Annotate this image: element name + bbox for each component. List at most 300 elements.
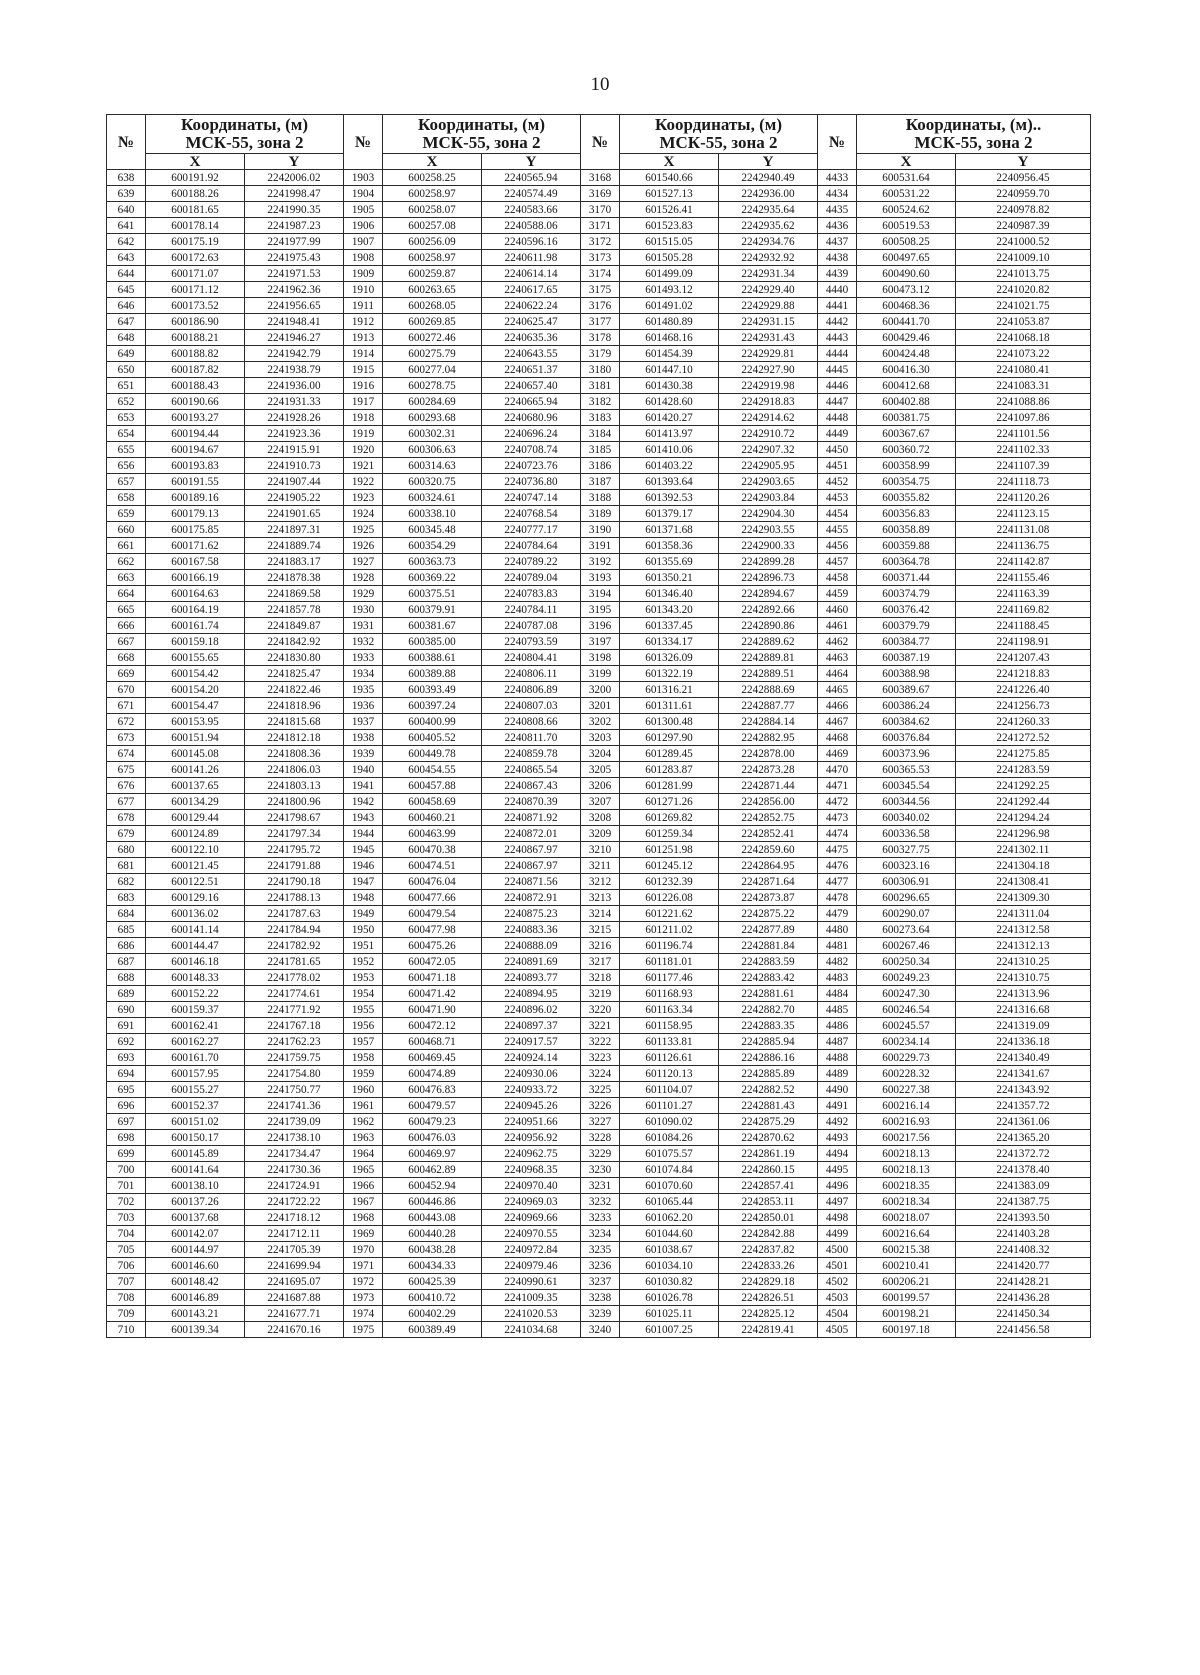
coord-y-cell: 2241705.39 <box>245 1242 344 1258</box>
point-number-cell: 4460 <box>818 602 857 618</box>
coord-x-cell: 601527.13 <box>620 186 719 202</box>
coord-x-cell: 601269.82 <box>620 810 719 826</box>
coord-y-cell: 2240871.92 <box>482 810 581 826</box>
coord-y-cell: 2241741.36 <box>245 1098 344 1114</box>
coord-x-cell: 600171.12 <box>146 282 245 298</box>
coord-x-cell: 600354.29 <box>383 538 482 554</box>
coord-y-cell: 2241361.06 <box>956 1114 1091 1130</box>
point-number-cell: 1951 <box>344 938 383 954</box>
coord-x-cell: 600356.83 <box>857 506 956 522</box>
header-number-label: № <box>107 134 146 170</box>
coord-x-cell: 600162.41 <box>146 1018 245 1034</box>
coord-y-cell: 2240625.47 <box>482 314 581 330</box>
point-number-cell: 4463 <box>818 650 857 666</box>
coord-x-cell: 600477.98 <box>383 922 482 938</box>
table-row <box>107 202 1091 218</box>
point-number-cell: 1971 <box>344 1258 383 1274</box>
coord-y-cell: 2241818.96 <box>245 698 344 714</box>
coord-x-cell: 600249.23 <box>857 970 956 986</box>
coord-y-cell: 2242856.00 <box>719 794 818 810</box>
coord-y-cell: 2241857.78 <box>245 602 344 618</box>
coord-x-cell: 601030.82 <box>620 1274 719 1290</box>
coord-y-cell: 2241313.96 <box>956 986 1091 1002</box>
point-number-cell: 1937 <box>344 714 383 730</box>
coord-x-cell: 600151.02 <box>146 1114 245 1130</box>
coord-x-cell: 600424.48 <box>857 346 956 362</box>
coord-x-cell: 600258.97 <box>383 250 482 266</box>
coord-y-cell: 2242887.77 <box>719 698 818 714</box>
coord-y-cell: 2240970.40 <box>482 1178 581 1194</box>
point-number-cell: 1934 <box>344 666 383 682</box>
point-number-cell: 3226 <box>581 1098 620 1114</box>
coord-y-cell: 2242919.98 <box>719 378 818 394</box>
coord-y-cell: 2241990.35 <box>245 202 344 218</box>
table-row <box>107 1226 1091 1242</box>
coord-y-cell: 2241083.31 <box>956 378 1091 394</box>
table-row <box>107 362 1091 378</box>
point-number-cell: 686 <box>107 938 146 954</box>
point-number-cell: 1946 <box>344 858 383 874</box>
point-number-cell: 1953 <box>344 970 383 986</box>
point-number-cell: 651 <box>107 378 146 394</box>
coord-x-cell: 600531.22 <box>857 186 956 202</box>
coord-y-cell: 2240665.94 <box>482 394 581 410</box>
point-number-cell: 1942 <box>344 794 383 810</box>
coord-x-cell: 601163.34 <box>620 1002 719 1018</box>
coord-y-cell: 2241256.73 <box>956 698 1091 714</box>
coord-x-cell: 600381.75 <box>857 410 956 426</box>
coord-y-cell: 2241021.75 <box>956 298 1091 314</box>
point-number-cell: 644 <box>107 266 146 282</box>
coord-x-cell: 600524.62 <box>857 202 956 218</box>
coord-x-cell: 601480.89 <box>620 314 719 330</box>
coord-x-cell: 601251.98 <box>620 842 719 858</box>
coord-x-cell: 601355.69 <box>620 554 719 570</box>
point-number-cell: 4437 <box>818 234 857 250</box>
table-row <box>107 586 1091 602</box>
point-number-cell: 4469 <box>818 746 857 762</box>
coord-x-cell: 600173.52 <box>146 298 245 314</box>
coord-x-cell: 601447.10 <box>620 362 719 378</box>
point-number-cell: 3186 <box>581 458 620 474</box>
coord-x-cell: 600137.68 <box>146 1210 245 1226</box>
coord-x-cell: 600375.51 <box>383 586 482 602</box>
coord-y-cell: 2242940.49 <box>719 170 818 186</box>
coord-x-cell: 600374.79 <box>857 586 956 602</box>
coord-x-cell: 600373.96 <box>857 746 956 762</box>
coord-y-cell: 2240959.70 <box>956 186 1091 202</box>
coord-x-cell: 600531.64 <box>857 170 956 186</box>
coord-y-cell: 2241309.30 <box>956 890 1091 906</box>
coord-x-cell: 600402.88 <box>857 394 956 410</box>
coord-x-cell: 601515.05 <box>620 234 719 250</box>
coord-y-cell: 2242894.67 <box>719 586 818 602</box>
table-row <box>107 666 1091 682</box>
point-number-cell: 1911 <box>344 298 383 314</box>
table-row <box>107 1130 1091 1146</box>
coord-x-cell: 601025.11 <box>620 1306 719 1322</box>
table-row <box>107 906 1091 922</box>
coord-y-cell: 2240806.89 <box>482 682 581 698</box>
coord-x-cell: 600267.46 <box>857 938 956 954</box>
table-row <box>107 1290 1091 1306</box>
point-number-cell: 1945 <box>344 842 383 858</box>
coord-x-cell: 600229.73 <box>857 1050 956 1066</box>
coord-x-cell: 601065.44 <box>620 1194 719 1210</box>
point-number-cell: 3236 <box>581 1258 620 1274</box>
table-row <box>107 858 1091 874</box>
coord-x-cell: 600441.70 <box>857 314 956 330</box>
coord-y-cell: 2242896.73 <box>719 570 818 586</box>
point-number-cell: 3211 <box>581 858 620 874</box>
coord-x-cell: 600137.26 <box>146 1194 245 1210</box>
coord-x-cell: 600388.61 <box>383 650 482 666</box>
coord-x-cell: 600218.34 <box>857 1194 956 1210</box>
coord-y-cell: 2240635.36 <box>482 330 581 346</box>
header-number-cell <box>581 115 620 135</box>
header-number-cell <box>344 115 383 135</box>
header-x-label: X <box>383 154 482 170</box>
point-number-cell: 693 <box>107 1050 146 1066</box>
header-x-label: X <box>857 154 956 170</box>
point-number-cell: 3180 <box>581 362 620 378</box>
table-body <box>107 170 1091 1338</box>
coord-y-cell: 2241357.72 <box>956 1098 1091 1114</box>
coord-x-cell: 600446.86 <box>383 1194 482 1210</box>
point-number-cell: 3228 <box>581 1130 620 1146</box>
coord-x-cell: 600519.53 <box>857 218 956 234</box>
coord-y-cell: 2240972.84 <box>482 1242 581 1258</box>
coord-y-cell: 2241795.72 <box>245 842 344 858</box>
coord-x-cell: 600405.52 <box>383 730 482 746</box>
coord-y-cell: 2241803.13 <box>245 778 344 794</box>
coord-y-cell: 2241020.53 <box>482 1306 581 1322</box>
coord-x-cell: 601281.99 <box>620 778 719 794</box>
coord-y-cell: 2240789.22 <box>482 554 581 570</box>
table-row <box>107 730 1091 746</box>
coordinates-table <box>106 114 1091 1338</box>
point-number-cell: 675 <box>107 762 146 778</box>
coord-y-cell: 2241956.65 <box>245 298 344 314</box>
point-number-cell: 4441 <box>818 298 857 314</box>
coord-x-cell: 600206.21 <box>857 1274 956 1290</box>
coord-x-cell: 600145.08 <box>146 746 245 762</box>
coord-x-cell: 600263.65 <box>383 282 482 298</box>
coord-x-cell: 600215.38 <box>857 1242 956 1258</box>
coord-y-cell: 2241000.52 <box>956 234 1091 250</box>
coord-y-cell: 2240806.11 <box>482 666 581 682</box>
coord-x-cell: 600365.53 <box>857 762 956 778</box>
point-number-cell: 703 <box>107 1210 146 1226</box>
coord-y-cell: 2240978.82 <box>956 202 1091 218</box>
coord-y-cell: 2241907.44 <box>245 474 344 490</box>
coord-x-cell: 600188.26 <box>146 186 245 202</box>
coord-y-cell: 2241946.27 <box>245 330 344 346</box>
coord-x-cell: 600476.83 <box>383 1082 482 1098</box>
coord-x-cell: 600136.02 <box>146 906 245 922</box>
point-number-cell: 3194 <box>581 586 620 602</box>
coord-x-cell: 600152.37 <box>146 1098 245 1114</box>
point-number-cell: 683 <box>107 890 146 906</box>
point-number-cell: 4478 <box>818 890 857 906</box>
coord-x-cell: 601326.09 <box>620 650 719 666</box>
coord-y-cell: 2242885.94 <box>719 1034 818 1050</box>
coord-y-cell: 2241292.44 <box>956 794 1091 810</box>
coord-y-cell: 2240696.24 <box>482 426 581 442</box>
coord-x-cell: 600354.75 <box>857 474 956 490</box>
coord-x-cell: 600157.95 <box>146 1066 245 1082</box>
coord-x-cell: 600284.69 <box>383 394 482 410</box>
point-number-cell: 1949 <box>344 906 383 922</box>
point-number-cell: 4451 <box>818 458 857 474</box>
coord-x-cell: 601540.66 <box>620 170 719 186</box>
point-number-cell: 4448 <box>818 410 857 426</box>
coord-x-cell: 600272.46 <box>383 330 482 346</box>
coord-y-cell: 2241142.87 <box>956 554 1091 570</box>
point-number-cell: 657 <box>107 474 146 490</box>
header-title-line2: МСК-55, зона 2 <box>620 134 818 154</box>
coord-y-cell: 2242871.44 <box>719 778 818 794</box>
coord-x-cell: 600141.14 <box>146 922 245 938</box>
coord-y-cell: 2241302.11 <box>956 842 1091 858</box>
coord-x-cell: 600389.49 <box>383 1322 482 1338</box>
point-number-cell: 1925 <box>344 522 383 538</box>
coord-x-cell: 601101.27 <box>620 1098 719 1114</box>
coord-y-cell: 2242877.89 <box>719 922 818 938</box>
coord-x-cell: 600218.07 <box>857 1210 956 1226</box>
point-number-cell: 4465 <box>818 682 857 698</box>
point-number-cell: 1962 <box>344 1114 383 1130</box>
coord-y-cell: 2242883.42 <box>719 970 818 986</box>
coord-x-cell: 600228.32 <box>857 1066 956 1082</box>
coord-x-cell: 600323.16 <box>857 858 956 874</box>
point-number-cell: 648 <box>107 330 146 346</box>
point-number-cell: 4457 <box>818 554 857 570</box>
coord-x-cell: 601289.45 <box>620 746 719 762</box>
point-number-cell: 1938 <box>344 730 383 746</box>
point-number-cell: 4488 <box>818 1050 857 1066</box>
point-number-cell: 1968 <box>344 1210 383 1226</box>
point-number-cell: 3185 <box>581 442 620 458</box>
coord-y-cell: 2240596.16 <box>482 234 581 250</box>
header-title-line2: МСК-55, зона 2 <box>857 134 1091 154</box>
coord-x-cell: 601034.10 <box>620 1258 719 1274</box>
coord-y-cell: 2241928.26 <box>245 410 344 426</box>
coord-x-cell: 601090.02 <box>620 1114 719 1130</box>
point-number-cell: 685 <box>107 922 146 938</box>
header-y-label: Y <box>482 154 581 170</box>
header-title-line1: Координаты, (м) <box>620 115 818 135</box>
point-number-cell: 4476 <box>818 858 857 874</box>
point-number-cell: 4455 <box>818 522 857 538</box>
coord-x-cell: 600129.44 <box>146 810 245 826</box>
coord-x-cell: 600468.36 <box>857 298 956 314</box>
coord-y-cell: 2240891.69 <box>482 954 581 970</box>
table-row <box>107 826 1091 842</box>
coord-x-cell: 600189.16 <box>146 490 245 506</box>
coord-y-cell: 2241695.07 <box>245 1274 344 1290</box>
coord-x-cell: 601430.38 <box>620 378 719 394</box>
coord-x-cell: 601070.60 <box>620 1178 719 1194</box>
point-number-cell: 645 <box>107 282 146 298</box>
table-row <box>107 554 1091 570</box>
point-number-cell: 3193 <box>581 570 620 586</box>
coord-x-cell: 600275.79 <box>383 346 482 362</box>
coord-y-cell: 2241771.92 <box>245 1002 344 1018</box>
point-number-cell: 1919 <box>344 426 383 442</box>
coord-x-cell: 600379.91 <box>383 602 482 618</box>
point-number-cell: 710 <box>107 1322 146 1338</box>
coord-y-cell: 2242852.75 <box>719 810 818 826</box>
coord-y-cell: 2241734.47 <box>245 1146 344 1162</box>
coord-x-cell: 600273.64 <box>857 922 956 938</box>
coord-x-cell: 601120.13 <box>620 1066 719 1082</box>
coord-y-cell: 2240951.66 <box>482 1114 581 1130</box>
point-number-cell: 668 <box>107 650 146 666</box>
coord-y-cell: 2241226.40 <box>956 682 1091 698</box>
coord-y-cell: 2241718.12 <box>245 1210 344 1226</box>
table-row <box>107 1178 1091 1194</box>
coord-y-cell: 2242929.88 <box>719 298 818 314</box>
point-number-cell: 3198 <box>581 650 620 666</box>
coord-y-cell: 2242852.41 <box>719 826 818 842</box>
point-number-cell: 639 <box>107 186 146 202</box>
table-row <box>107 922 1091 938</box>
point-number-cell: 1941 <box>344 778 383 794</box>
coord-x-cell: 600161.70 <box>146 1050 245 1066</box>
header-row-title <box>107 115 1091 135</box>
coord-y-cell: 2242918.83 <box>719 394 818 410</box>
table-row <box>107 874 1091 890</box>
point-number-cell: 3196 <box>581 618 620 634</box>
point-number-cell: 3199 <box>581 666 620 682</box>
point-number-cell: 3204 <box>581 746 620 762</box>
coord-y-cell: 2241163.39 <box>956 586 1091 602</box>
point-number-cell: 4493 <box>818 1130 857 1146</box>
point-number-cell: 4482 <box>818 954 857 970</box>
point-number-cell: 670 <box>107 682 146 698</box>
coord-y-cell: 2241188.45 <box>956 618 1091 634</box>
coord-x-cell: 600443.08 <box>383 1210 482 1226</box>
coord-y-cell: 2241365.20 <box>956 1130 1091 1146</box>
coord-y-cell: 2241762.23 <box>245 1034 344 1050</box>
coord-y-cell: 2240651.37 <box>482 362 581 378</box>
point-number-cell: 4433 <box>818 170 857 186</box>
point-number-cell: 698 <box>107 1130 146 1146</box>
coord-y-cell: 2241738.10 <box>245 1130 344 1146</box>
coord-y-cell: 2241791.88 <box>245 858 344 874</box>
coord-y-cell: 2242857.41 <box>719 1178 818 1194</box>
coord-x-cell: 600345.48 <box>383 522 482 538</box>
point-number-cell: 4440 <box>818 282 857 298</box>
point-number-cell: 3181 <box>581 378 620 394</box>
coord-y-cell: 2242860.15 <box>719 1162 818 1178</box>
table-row <box>107 522 1091 538</box>
coord-y-cell: 2240583.66 <box>482 202 581 218</box>
point-number-cell: 662 <box>107 554 146 570</box>
coord-x-cell: 600387.19 <box>857 650 956 666</box>
point-number-cell: 3179 <box>581 346 620 362</box>
coord-x-cell: 600472.05 <box>383 954 482 970</box>
coord-x-cell: 600458.69 <box>383 794 482 810</box>
point-number-cell: 4497 <box>818 1194 857 1210</box>
point-number-cell: 667 <box>107 634 146 650</box>
table-row <box>107 394 1091 410</box>
coord-y-cell: 2241975.43 <box>245 250 344 266</box>
point-number-cell: 3178 <box>581 330 620 346</box>
coord-x-cell: 600259.87 <box>383 266 482 282</box>
coord-x-cell: 600179.13 <box>146 506 245 522</box>
coord-y-cell: 2242888.69 <box>719 682 818 698</box>
table-row <box>107 1322 1091 1338</box>
point-number-cell: 659 <box>107 506 146 522</box>
table-row <box>107 970 1091 986</box>
coord-y-cell: 2241830.80 <box>245 650 344 666</box>
coord-y-cell: 2241767.18 <box>245 1018 344 1034</box>
coord-y-cell: 2241778.02 <box>245 970 344 986</box>
coord-y-cell: 2240736.80 <box>482 474 581 490</box>
coord-y-cell: 2241712.11 <box>245 1226 344 1242</box>
point-number-cell: 3220 <box>581 1002 620 1018</box>
point-number-cell: 1909 <box>344 266 383 282</box>
table-row <box>107 474 1091 490</box>
point-number-cell: 4504 <box>818 1306 857 1322</box>
coord-y-cell: 2242875.29 <box>719 1114 818 1130</box>
coord-y-cell: 2241319.09 <box>956 1018 1091 1034</box>
point-number-cell: 4502 <box>818 1274 857 1290</box>
point-number-cell: 3235 <box>581 1242 620 1258</box>
coord-y-cell: 2241782.92 <box>245 938 344 954</box>
coord-y-cell: 2241294.24 <box>956 810 1091 826</box>
point-number-cell: 3239 <box>581 1306 620 1322</box>
coord-x-cell: 600256.09 <box>383 234 482 250</box>
coord-x-cell: 600194.44 <box>146 426 245 442</box>
coord-x-cell: 601245.12 <box>620 858 719 874</box>
coord-y-cell: 2241878.38 <box>245 570 344 586</box>
coord-x-cell: 601454.39 <box>620 346 719 362</box>
coord-y-cell: 2242881.43 <box>719 1098 818 1114</box>
coord-y-cell: 2242936.00 <box>719 186 818 202</box>
point-number-cell: 673 <box>107 730 146 746</box>
coord-x-cell: 600141.64 <box>146 1162 245 1178</box>
table-row <box>107 266 1091 282</box>
coord-y-cell: 2241310.75 <box>956 970 1091 986</box>
coord-y-cell: 2240970.55 <box>482 1226 581 1242</box>
point-number-cell: 1929 <box>344 586 383 602</box>
coord-y-cell: 2242819.41 <box>719 1322 818 1338</box>
point-number-cell: 1930 <box>344 602 383 618</box>
point-number-cell: 3172 <box>581 234 620 250</box>
point-number-cell: 3177 <box>581 314 620 330</box>
coord-y-cell: 2241312.58 <box>956 922 1091 938</box>
point-number-cell: 3176 <box>581 298 620 314</box>
point-number-cell: 653 <box>107 410 146 426</box>
coord-y-cell: 2241136.75 <box>956 538 1091 554</box>
point-number-cell: 643 <box>107 250 146 266</box>
coord-x-cell: 600306.91 <box>857 874 956 890</box>
coord-x-cell: 600358.89 <box>857 522 956 538</box>
coord-y-cell: 2240565.94 <box>482 170 581 186</box>
coord-x-cell: 600476.03 <box>383 1130 482 1146</box>
coord-y-cell: 2242889.62 <box>719 634 818 650</box>
header-row-system <box>107 134 1091 154</box>
coord-y-cell: 2241998.47 <box>245 186 344 202</box>
point-number-cell: 647 <box>107 314 146 330</box>
table-row <box>107 330 1091 346</box>
table-row <box>107 1258 1091 1274</box>
point-number-cell: 702 <box>107 1194 146 1210</box>
point-number-cell: 704 <box>107 1226 146 1242</box>
